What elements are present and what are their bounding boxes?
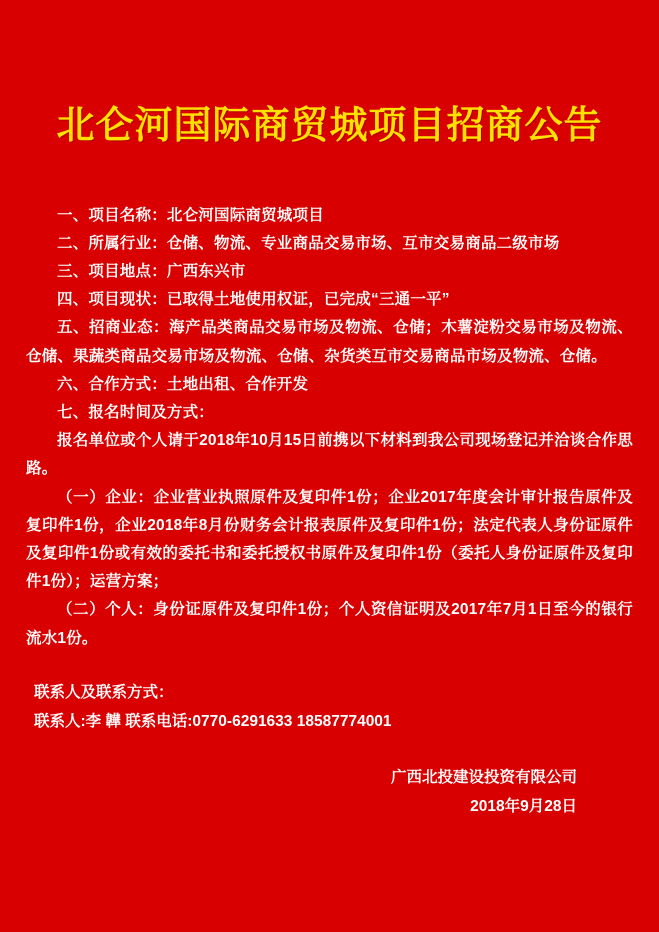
signature-section bbox=[26, 764, 633, 821]
body-paragraph: 七、报名时间及方式： bbox=[57, 404, 215, 422]
body-paragraph: 四、项目现状：已取得土地使用权证，已完成“三通一平” bbox=[57, 291, 450, 309]
body-paragraph: （二）个人：身份证原件及复印件1份；个人资信证明及2017年7月1日至今的银行流水1份。 bbox=[26, 601, 633, 647]
contact-heading: 联系人及联系方式： bbox=[34, 683, 174, 701]
body-paragraph: 二、所属行业：仓储、物流、专业商品交易市场、互市交易商品二级市场 bbox=[57, 234, 560, 252]
body-paragraph: 报名单位或个人请于2018年10月15日前携以下材料到我公司现场登记并洽谈合作思路。 bbox=[26, 432, 633, 478]
body-paragraph: 五、招商业态：海产品类商品交易市场及物流、仓储；木薯淀粉交易市场及物流、仓储、果蔬类商品交易市场及物流、仓储、杂货类互市交易商品市场及物流、仓储。 bbox=[26, 319, 633, 365]
issue-date: 2018年9月28日 bbox=[470, 797, 577, 815]
body-paragraph: 三、项目地点：广西东兴市 bbox=[57, 263, 246, 280]
body-paragraph: 六、合作方式：土地出租、合作开发 bbox=[57, 375, 309, 393]
announcement-body bbox=[26, 202, 633, 653]
company-name: 广西北投建设投资有限公司 bbox=[390, 769, 577, 787]
body-paragraph: （一）企业：企业营业执照原件及复印件1份；企业2017年度会计审计报告原件及复印件1份，企业2018年8月份财务会计报表原件及复印件1份；法定代表人身份证原件及复印件1份或有效的委托书和委托授权书原件及复印件1份（委托人身份证原件及复印件1份）；运营方案； bbox=[26, 488, 633, 591]
contact-section bbox=[26, 679, 633, 736]
body-paragraph: 一、项目名称：北仑河国际商贸城项目 bbox=[57, 206, 324, 224]
contact-line: 联系人:李 韡 联系电话:0770-6291633 18587774001 bbox=[34, 712, 392, 730]
page-title: 北仑河国际商贸城项目招商公告 bbox=[56, 105, 603, 147]
